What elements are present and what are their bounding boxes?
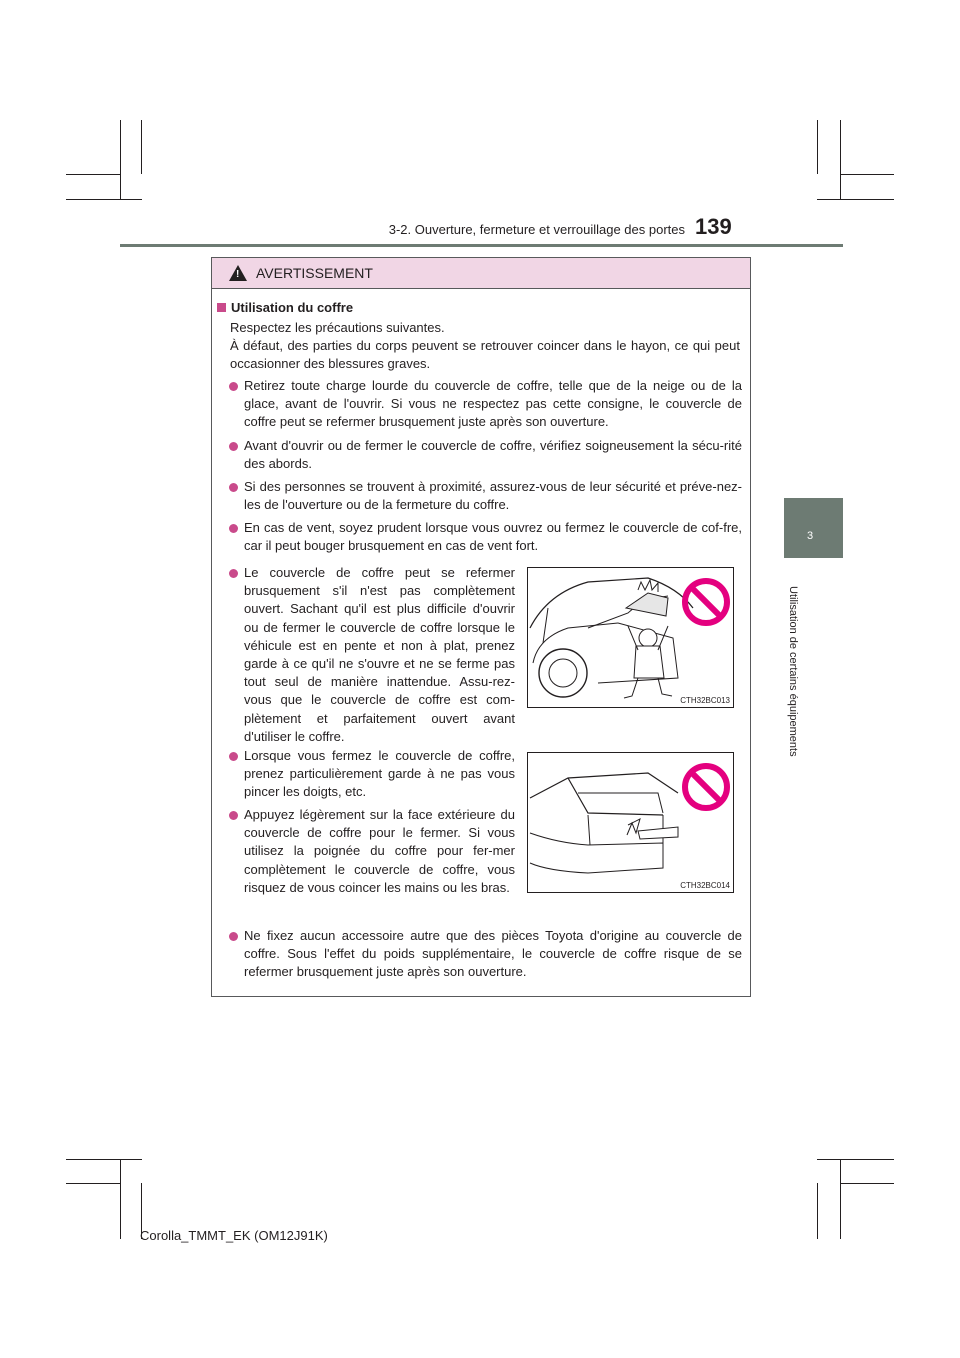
bullet-text: Lorsque vous fermez le couvercle de coffre, prenez particulièrement garde à ne pas vous pincer les doigts, etc. (244, 748, 515, 800)
bullet-text: Retirez toute charge lourde du couvercle de coffre, telle que de la neige ou de la glace, avant de l'ouvrir. Si vous ne respectez pas cette consigne, le couvercle de coffre peut se refermer brusquement juste après son ouverture. (244, 378, 742, 430)
chapter-title: Utilisation de certains équipements (787, 586, 799, 757)
warning-title: AVERTISSEMENT (256, 265, 373, 281)
crop-mark (840, 174, 894, 175)
figure-code: CTH32BC014 (680, 881, 730, 890)
header-rule (120, 244, 843, 247)
crop-mark (840, 1159, 841, 1239)
figure-code: CTH32BC013 (680, 696, 730, 705)
intro-text (230, 319, 740, 373)
bullet-dot-icon (229, 752, 238, 761)
warning-header (212, 258, 750, 289)
crop-mark (120, 1159, 121, 1239)
crop-mark (66, 174, 120, 175)
prohibition-icon (680, 761, 732, 813)
bullet-dot-icon (229, 483, 238, 492)
crop-mark (66, 1159, 142, 1160)
bullet-text: En cas de vent, soyez prudent lorsque vous ouvrez ou fermez le couvercle de cof-fre, car il peut bouger brusquement en cas de vent fort. (244, 520, 742, 554)
bullet-text: Ne fixez aucun accessoire autre que des pièces Toyota d'origine au couvercle de coffre. Sous l'effet du poids supplémentaire, le couvercle de coffre risque de se refermer brusquement juste après son ouverture. (244, 928, 742, 980)
bullet-text: Avant d'ouvrir ou de fermer le couvercle de coffre, vérifiez soigneusement la sécu-rité des abords. (244, 438, 742, 472)
intro-line-2: À défaut, des parties du corps peuvent se retrouver coincer dans le hayon, ce qui peut occasionner des blessures graves. (230, 338, 740, 371)
bullet-text: Appuyez légèrement sur la face extérieure du couvercle de coffre pour le fermer. Si vous utilisez la poignée du coffre pour fer-mer complètement le couvercle de coffre, vous risquez de vous coincer les mains ou les bras. (244, 807, 515, 895)
section-title-text: Utilisation du coffre (231, 300, 354, 315)
bullet-dot-icon (229, 569, 238, 578)
prohibition-icon (680, 576, 732, 628)
crop-mark (817, 120, 818, 174)
chapter-tab (784, 498, 843, 558)
bullet-dot-icon (229, 442, 238, 451)
crop-mark (141, 120, 142, 174)
footer-manual-id: Corolla_TMMT_EK (OM12J91K) (140, 1228, 328, 1243)
crop-mark (66, 199, 142, 200)
crop-mark (66, 1183, 120, 1184)
bullet-dot-icon (229, 811, 238, 820)
page-number: 139 (695, 214, 732, 239)
figure-trunk-closing (527, 752, 734, 893)
bullet-dot-icon (229, 524, 238, 533)
crop-mark (817, 1183, 818, 1239)
bullet-dot-icon (229, 382, 238, 391)
bullet-text: Le couvercle de coffre peut se refermer brusquement s'il n'est pas complètement ouvert. Sachant qu'il est plus difficile d'ouvrir ou de fermer le couvercle de coffre lorsque le véhicule est en pente et non à plat, prenez garde à ce qu'il ne s'ouvre et ne se ferme pas tout seul de manière inattendue. Assu-rez-vous que le couvercle de coffre est com-plètement et parfaitement ouvert avant d'utiliser le coffre. (244, 565, 515, 744)
crop-mark (840, 120, 841, 200)
section-header: 3-2. Ouverture, fermeture et verrouillage des portes (388, 222, 685, 237)
crop-mark (120, 120, 121, 200)
crop-mark (817, 199, 894, 200)
chapter-number: 3 (806, 530, 814, 542)
crop-mark (817, 1159, 894, 1160)
bullet-dot-icon (229, 932, 238, 941)
figure-trunk-opening (527, 567, 734, 708)
exclamation-icon: ! (236, 269, 240, 280)
square-bullet-icon (217, 303, 226, 312)
intro-line-1: Respectez les précautions suivantes. (230, 320, 445, 335)
section-title (217, 300, 353, 315)
crop-mark (840, 1183, 894, 1184)
bullet-text: Si des personnes se trouvent à proximité, assurez-vous de leur sécurité et préve-nez-les de l'ouverture ou de la fermeture du coffre. (244, 479, 742, 513)
